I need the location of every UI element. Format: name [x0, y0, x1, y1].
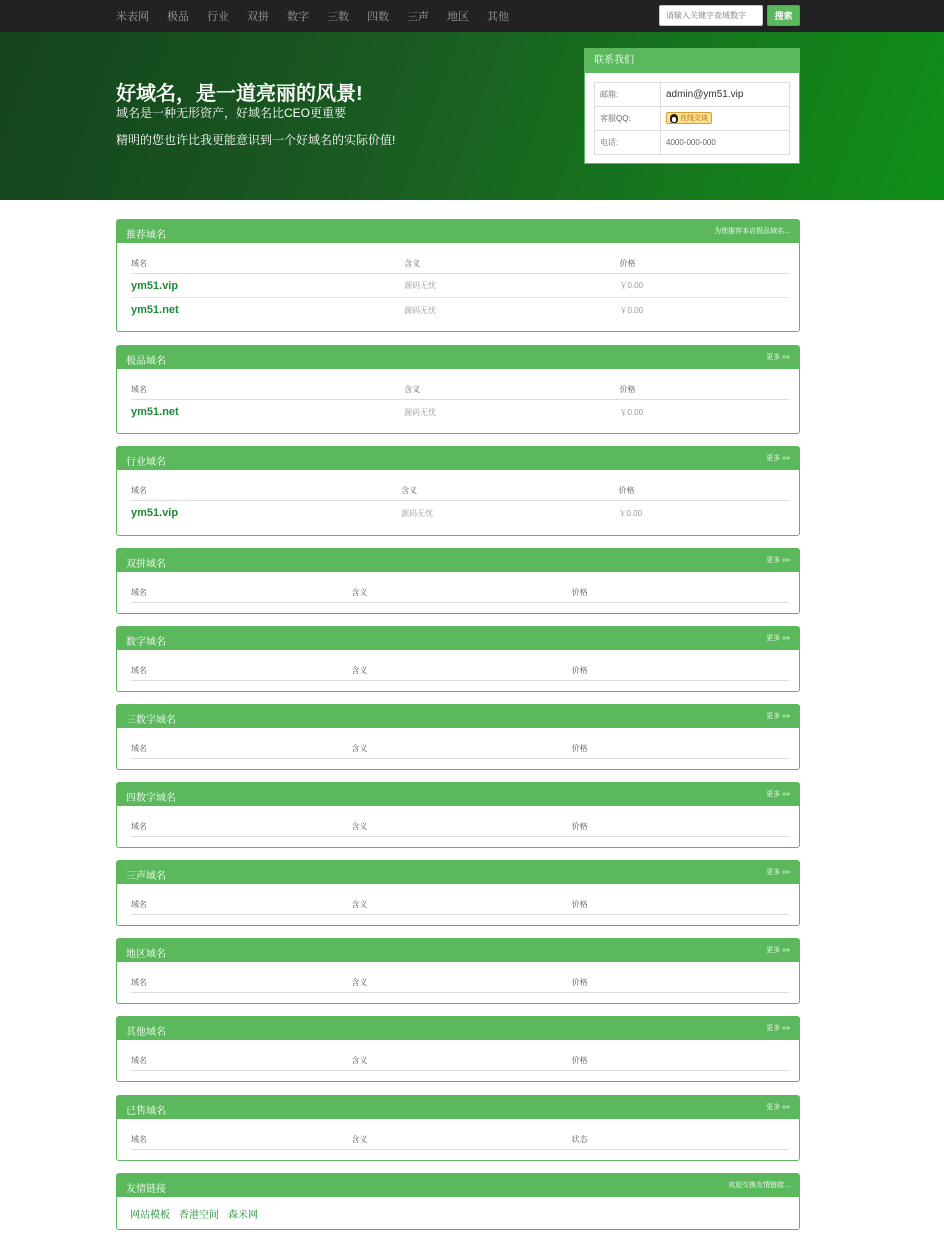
table-header — [131, 1050, 789, 1071]
hero-tagline: 精明的您也许比我更能意识到一个好域名的实际价值! — [116, 133, 396, 147]
column-header: 域名 — [131, 384, 147, 394]
table-header — [131, 1129, 789, 1150]
column-header: 价格 — [571, 1055, 588, 1065]
table-header — [131, 660, 789, 681]
column-header: 含义 — [351, 1055, 368, 1065]
friend-link[interactable]: 森米网 — [228, 1210, 258, 1221]
table-header — [131, 816, 789, 837]
column-header: 含义 — [351, 743, 368, 753]
panel-more-link[interactable]: 更多 »» — [766, 354, 790, 361]
column-header: 价格 — [571, 977, 588, 987]
column-header: 价格 — [571, 587, 588, 597]
panel-0 — [116, 219, 800, 332]
phone-label: 电话: — [595, 131, 661, 155]
column-header: 含义 — [351, 899, 368, 909]
column-header: 域名 — [131, 258, 147, 268]
qq-chat-button[interactable] — [666, 112, 712, 124]
search-input[interactable] — [659, 5, 763, 26]
nav-item-7[interactable]: 三声 — [407, 11, 429, 23]
panel-table — [117, 470, 799, 525]
search-button[interactable]: 搜索 — [767, 5, 800, 26]
hero-title: 好域名，是一道亮丽的风景! — [116, 83, 363, 105]
friend-links-header — [117, 1174, 799, 1197]
panel-title: 极品域名 — [126, 356, 166, 367]
qq-chat-label: 在线交谈 — [680, 115, 708, 123]
nav-item-3[interactable]: 双拼 — [247, 11, 269, 23]
panel-more-link[interactable]: 更多 »» — [766, 557, 790, 564]
domain-link[interactable]: ym51.net — [131, 304, 179, 316]
meaning-cell: 源码无忧 — [401, 508, 434, 518]
panel-more-link[interactable]: 更多 »» — [766, 869, 790, 876]
friend-link[interactable]: 香港空间 — [179, 1210, 219, 1221]
domain-cell — [131, 280, 404, 292]
panel-more-link[interactable]: 更多 »» — [766, 455, 790, 462]
panel-table — [117, 369, 799, 424]
panel-8 — [116, 938, 800, 1004]
panel-header — [117, 346, 799, 369]
table-row — [131, 501, 789, 525]
meaning-cell: 源码无忧 — [404, 407, 437, 417]
column-header: 价格 — [571, 899, 588, 909]
panel-table — [117, 1040, 799, 1071]
table-row — [131, 400, 789, 424]
panel-table — [117, 728, 799, 759]
meaning-cell: 源码无忧 — [404, 305, 437, 315]
nav-item-5[interactable]: 三数 — [327, 11, 349, 23]
panel-2 — [116, 446, 800, 536]
panel-title: 三数字域名 — [126, 715, 176, 726]
column-header: 域名 — [131, 1055, 147, 1065]
column-header: 含义 — [351, 977, 368, 987]
domain-cell — [131, 507, 401, 519]
price-cell: ￥0.00 — [619, 281, 644, 290]
domain-cell — [131, 304, 404, 316]
column-header: 价格 — [619, 258, 636, 268]
panel-more-link[interactable]: 更多 »» — [766, 1025, 790, 1032]
panel-title: 三声域名 — [126, 871, 166, 882]
column-header: 价格 — [571, 821, 588, 831]
friend-links-title: 友情链接 — [126, 1184, 166, 1195]
domain-link[interactable]: ym51.vip — [131, 279, 179, 292]
nav-item-0[interactable]: 米表网 — [116, 11, 149, 23]
panel-header — [117, 1096, 799, 1119]
friend-links-more[interactable]: 欢迎交换友情链接... — [728, 1182, 790, 1189]
panel-title: 行业域名 — [126, 457, 166, 468]
panel-title: 四数字域名 — [126, 793, 176, 804]
panel-title: 已售域名 — [126, 1106, 166, 1117]
email-label: 邮箱: — [595, 83, 661, 107]
column-header: 含义 — [401, 485, 418, 495]
nav-item-8[interactable]: 地区 — [447, 11, 469, 23]
price-cell: ￥0.00 — [618, 508, 643, 518]
qq-penguin-icon — [670, 114, 678, 123]
table-row — [131, 298, 789, 322]
friend-links-list — [117, 1197, 799, 1230]
column-header: 含义 — [404, 384, 421, 394]
panel-1 — [116, 345, 800, 434]
table-header — [131, 894, 789, 915]
column-header: 域名 — [131, 977, 147, 987]
domain-link[interactable]: ym51.net — [131, 406, 179, 418]
column-header: 域名 — [131, 485, 147, 495]
contact-table — [594, 82, 790, 155]
contact-title: 联系我们 — [585, 49, 799, 73]
nav-menu — [116, 0, 527, 32]
nav-item-6[interactable]: 四数 — [367, 11, 389, 23]
panel-more-link[interactable]: 更多 »» — [766, 947, 790, 954]
nav-item-2[interactable]: 行业 — [207, 11, 229, 23]
panel-header — [117, 1017, 799, 1040]
column-header: 域名 — [131, 743, 147, 753]
friend-links-panel — [116, 1173, 800, 1230]
panel-more-link[interactable]: 更多 »» — [766, 791, 790, 798]
panel-header — [117, 783, 799, 806]
panel-header — [117, 627, 799, 650]
table-header — [131, 972, 789, 993]
panel-table — [117, 650, 799, 681]
qq-label: 客服QQ: — [595, 107, 661, 131]
panel-title: 数字域名 — [126, 637, 166, 648]
panel-header — [117, 861, 799, 884]
domain-link[interactable]: ym51.vip — [131, 507, 179, 519]
column-header: 含义 — [351, 665, 368, 675]
table-header — [131, 379, 789, 400]
price-cell: ￥0.00 — [619, 407, 644, 417]
nav-item-4[interactable]: 数字 — [287, 11, 309, 23]
price-cell: ￥0.00 — [619, 305, 644, 315]
table-header — [131, 480, 789, 501]
panel-10 — [116, 1095, 800, 1161]
panel-title: 双拼域名 — [126, 559, 166, 570]
panel-header — [117, 939, 799, 962]
nav-item-9[interactable]: 其他 — [487, 11, 509, 23]
domain-cell — [131, 406, 404, 418]
phone-value: 4000-000-000 — [661, 131, 790, 155]
panel-header — [117, 705, 799, 728]
panel-3 — [116, 548, 800, 614]
panel-header — [117, 549, 799, 572]
panel-header — [117, 220, 799, 243]
column-header: 价格 — [618, 485, 635, 495]
column-header: 价格 — [571, 665, 588, 675]
meaning-cell: 源码无忧 — [404, 281, 437, 290]
table-header — [131, 582, 789, 603]
contact-panel — [584, 48, 800, 164]
panel-table — [117, 884, 799, 915]
panel-table — [117, 572, 799, 603]
panel-more-link[interactable]: 更多 »» — [766, 1104, 790, 1111]
column-header: 域名 — [131, 665, 147, 675]
column-header: 状态 — [571, 1134, 588, 1144]
panel-6 — [116, 782, 800, 848]
column-header: 含义 — [404, 258, 421, 268]
search-form — [659, 5, 800, 26]
column-header: 域名 — [131, 1134, 147, 1144]
hero-subtitle: 域名是一种无形资产，好域名比CEO更重要 — [116, 106, 347, 120]
panel-9 — [116, 1016, 800, 1082]
column-header: 域名 — [131, 821, 147, 831]
panel-table — [117, 962, 799, 993]
column-header: 域名 — [131, 899, 147, 909]
nav-item-1[interactable]: 极品 — [167, 11, 189, 23]
panel-title: 推荐域名 — [126, 230, 166, 241]
friend-link[interactable]: 网站模板 — [130, 1210, 170, 1221]
panel-table — [117, 1119, 799, 1150]
hero-banner — [0, 32, 944, 200]
column-header: 含义 — [351, 587, 368, 597]
table-header — [131, 738, 789, 759]
qq-cell — [661, 107, 790, 131]
panel-4 — [116, 626, 800, 692]
panel-more-link[interactable]: 为您推荐本店极品域名... — [714, 228, 790, 235]
column-header: 价格 — [571, 743, 588, 753]
panel-title: 其他域名 — [126, 1027, 166, 1038]
panel-table — [117, 806, 799, 837]
table-row — [131, 274, 789, 298]
panel-5 — [116, 704, 800, 770]
email-value: admin@ym51.vip — [661, 83, 790, 107]
panel-7 — [116, 860, 800, 926]
table-header — [131, 253, 789, 274]
column-header: 域名 — [131, 587, 147, 597]
panel-more-link[interactable]: 更多 »» — [766, 635, 790, 642]
panel-more-link[interactable]: 更多 »» — [766, 713, 790, 720]
panel-header — [117, 447, 799, 470]
panel-table — [117, 243, 799, 322]
panel-title: 地区域名 — [126, 949, 166, 960]
column-header: 含义 — [351, 821, 368, 831]
column-header: 价格 — [619, 384, 636, 394]
column-header: 含义 — [351, 1134, 368, 1144]
top-navbar — [0, 0, 944, 32]
